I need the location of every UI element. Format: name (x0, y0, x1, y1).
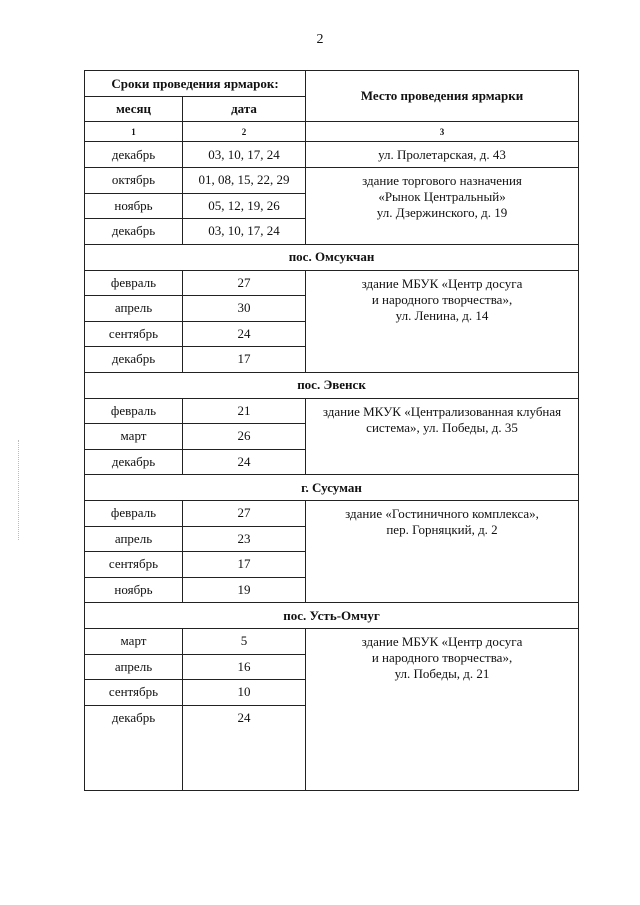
venue-cell (306, 398, 579, 475)
header-date: дата (183, 97, 306, 122)
month-cell: декабрь (85, 142, 183, 168)
date-cell: 5 (183, 629, 306, 655)
header-month: месяц (85, 97, 183, 122)
date-cell: 05, 12, 19, 26 (183, 193, 306, 219)
month-cell: февраль (85, 398, 183, 424)
venue-cell (306, 168, 579, 245)
locality-title: пос. Эвенск (85, 372, 579, 398)
venue-line: здание МБУК «Центр досуга (361, 634, 523, 649)
locality-title: пос. Усть-Омчуг (85, 603, 579, 629)
venue-line: ул. Пролетарская, д. 43 (378, 146, 506, 162)
venue-line: и народного творчества», (371, 650, 513, 665)
locality-title: г. Сусуман (85, 475, 579, 501)
venue-line: здание МБУК «Центр досуга (361, 275, 523, 291)
month-cell: декабрь (85, 347, 183, 373)
date-cell: 30 (183, 296, 306, 322)
table-row (85, 168, 579, 194)
month-cell: сентябрь (85, 680, 183, 706)
month-cell: февраль (85, 270, 183, 296)
venue-cell (306, 270, 579, 372)
date-cell: 10 (183, 680, 306, 706)
month-cell: декабрь (85, 449, 183, 475)
venue-line: ул. Дзержинского, д. 19 (376, 205, 508, 220)
date-cell: 24 (183, 449, 306, 475)
month-cell: апрель (85, 296, 183, 322)
date-cell: 24 (183, 705, 306, 791)
month-cell: март (85, 424, 183, 450)
venue-line: ул. Победы, д. 21 (394, 666, 490, 681)
venue-line: система», ул. Победы, д. 35 (366, 419, 518, 435)
table-row (85, 501, 579, 527)
venue-line: и народного творчества», (371, 291, 513, 307)
venue-cell (306, 501, 579, 603)
month-cell: ноябрь (85, 577, 183, 603)
date-cell: 19 (183, 577, 306, 603)
venue-cell (306, 142, 579, 168)
month-cell: ноябрь (85, 193, 183, 219)
date-cell: 21 (183, 398, 306, 424)
month-cell: апрель (85, 654, 183, 680)
month-cell: март (85, 629, 183, 655)
month-cell: апрель (85, 526, 183, 552)
month-cell: сентябрь (85, 321, 183, 347)
month-cell: декабрь (85, 219, 183, 245)
page-number: 2 (316, 32, 324, 47)
date-cell: 27 (183, 501, 306, 527)
month-cell: сентябрь (85, 552, 183, 578)
column-number-3: 3 (306, 122, 579, 142)
date-cell: 17 (183, 347, 306, 373)
fairs-schedule-table (84, 70, 579, 791)
venue-line: «Рынок Центральный» (378, 189, 506, 204)
date-cell: 03, 10, 17, 24 (183, 219, 306, 245)
date-cell: 27 (183, 270, 306, 296)
month-cell: декабрь (85, 705, 183, 791)
table-row (85, 270, 579, 296)
header-place: Место проведения ярмарки (306, 71, 579, 122)
date-cell: 24 (183, 321, 306, 347)
venue-line: здание МКУК «Централизованная клубная (322, 403, 562, 419)
table-row (85, 142, 579, 168)
month-cell: октябрь (85, 168, 183, 194)
date-cell: 16 (183, 654, 306, 680)
locality-title: пос. Омсукчан (85, 244, 579, 270)
month-cell: февраль (85, 501, 183, 527)
venue-line: здание торгового назначения (362, 173, 522, 188)
venue-line: здание «Гостиничного комплекса», (345, 506, 539, 521)
scan-margin-mark (18, 440, 20, 540)
header-terms: Сроки проведения ярмарок: (85, 71, 306, 97)
date-cell: 17 (183, 552, 306, 578)
venue-line: пер. Горняцкий, д. 2 (386, 522, 498, 537)
venue-line: ул. Ленина, д. 14 (395, 307, 489, 323)
date-cell: 03, 10, 17, 24 (183, 142, 306, 168)
column-number-2: 2 (183, 122, 306, 142)
date-cell: 26 (183, 424, 306, 450)
table-row (85, 629, 579, 655)
table-row (85, 398, 579, 424)
column-number-1: 1 (85, 122, 183, 142)
venue-cell (306, 629, 579, 791)
date-cell: 01, 08, 15, 22, 29 (183, 168, 306, 194)
date-cell: 23 (183, 526, 306, 552)
